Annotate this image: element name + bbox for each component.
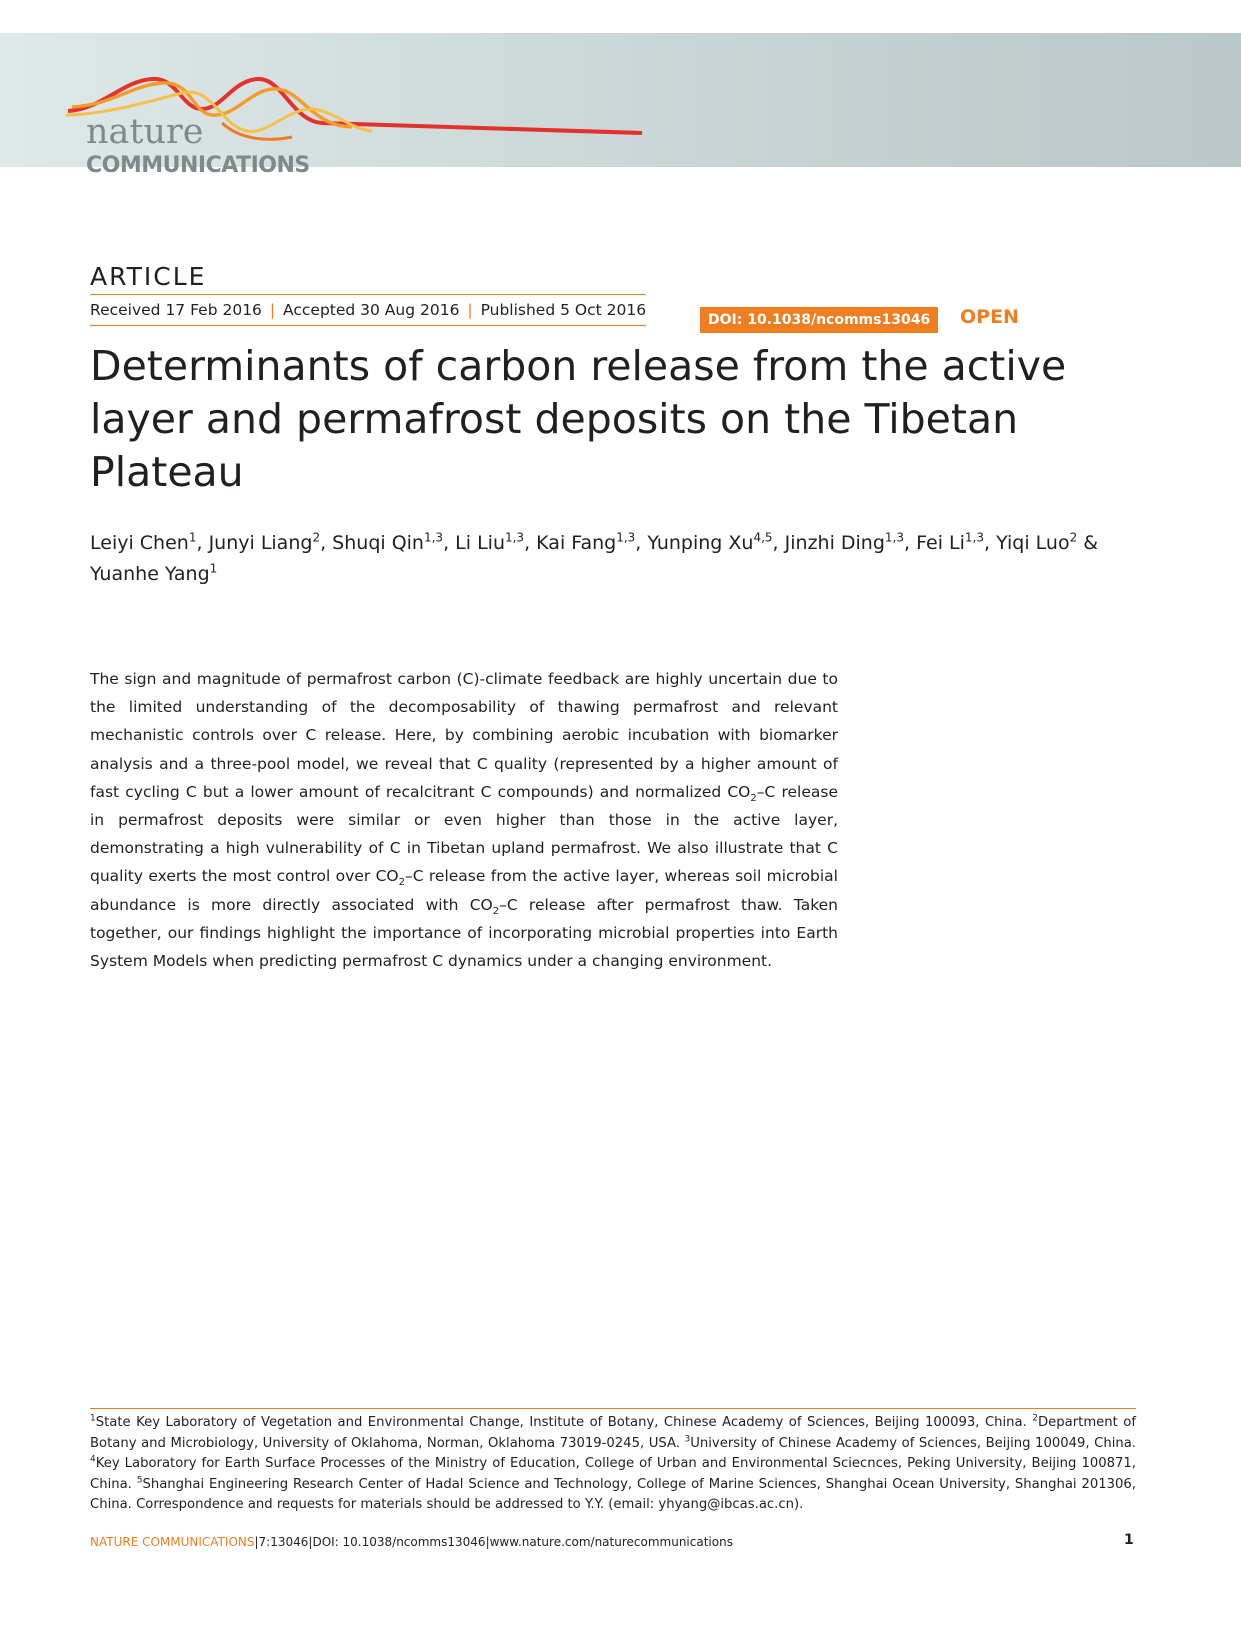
- footer-url-link[interactable]: www.nature.com/naturecommunications: [489, 1535, 733, 1549]
- affiliation-number: 2: [1032, 1413, 1039, 1424]
- logo-communications-text: COMMUNICATIONS: [86, 153, 310, 178]
- footer-separator: |: [485, 1535, 490, 1549]
- published-date: Published 5 Oct 2016: [480, 301, 647, 319]
- accepted-date: Accepted 30 Aug 2016: [283, 301, 460, 319]
- received-date: Received 17 Feb 2016: [90, 301, 262, 319]
- logo-nature-text: nature: [86, 112, 204, 152]
- affiliation-text: University of Chinese Academy of Sciences, Beijing 100049, China.: [690, 1435, 1136, 1451]
- author-name: Yunping Xu: [647, 532, 754, 554]
- author-name: & Yuanhe Yang: [90, 532, 1099, 585]
- article-type-label: ARTICLE: [90, 262, 207, 291]
- author-name: Shuqi Qin: [332, 532, 424, 554]
- footer-separator: |: [254, 1535, 259, 1549]
- author-separator: ,: [904, 532, 917, 554]
- abstract-text: –C release from the active layer, whereas soil microbial abundance is more directly associated with CO: [90, 867, 838, 914]
- correspondence-note: Correspondence and requests for materials should be addressed to Y.Y. (email: yhyang@ibcas.ac.cn).: [136, 1497, 804, 1512]
- author-name: Kai Fang: [536, 532, 617, 554]
- footer-volume: 7:13046: [258, 1535, 309, 1549]
- affiliation-number: 3: [684, 1434, 691, 1445]
- author-name: Fei Li: [916, 532, 965, 554]
- page-footer: [90, 1534, 733, 1550]
- author-separator: ,: [524, 532, 537, 554]
- author-affiliation-marker: 1: [188, 530, 197, 545]
- date-separator: |: [269, 301, 276, 319]
- journal-banner: [0, 33, 1241, 178]
- page-number: 1: [1124, 1532, 1134, 1548]
- author-separator: ,: [320, 532, 333, 554]
- author-name: Li Liu: [455, 532, 505, 554]
- affiliation-text: Department of Botany and Microbiology, University of Oklahoma, Norman, Oklahoma 73019-0245, USA.: [90, 1415, 1136, 1451]
- author-list: [90, 528, 1120, 590]
- abstract-text: –C release after permafrost thaw. Taken together, our findings highlight the importance of incorporating microbial properties into Earth System Models when predicting permafrost C dynamics under a changing environment.: [90, 895, 838, 971]
- author-affiliation-marker: 2: [312, 530, 321, 545]
- affiliation-text: Shanghai Engineering Research Center of Hadal Science and Technology, College of Marine Sciences, Shanghai Ocean University, Shanghai 201306, China.: [90, 1476, 1136, 1512]
- affiliation-number: 4: [90, 1454, 96, 1465]
- abstract: [90, 665, 838, 975]
- footer-journal-name: NATURE COMMUNICATIONS: [90, 1535, 255, 1549]
- author-affiliation-marker: 1: [209, 561, 218, 576]
- author-affiliation-marker: 4,5: [753, 530, 773, 545]
- subscript: 2: [398, 877, 405, 889]
- article-title: Determinants of carbon release from the active layer and permafrost deposits on the Tibetan Plateau: [90, 342, 1067, 496]
- author-affiliation-marker: 1,3: [616, 530, 636, 545]
- author-name: Leiyi Chen: [90, 532, 189, 554]
- author-affiliation-marker: 1,3: [964, 530, 984, 545]
- publication-dates: [90, 294, 646, 326]
- footer-doi: DOI: 10.1038/ncomms13046: [312, 1535, 486, 1549]
- open-access-label: OPEN: [960, 306, 1019, 328]
- affiliations: [90, 1413, 1136, 1516]
- doi-badge[interactable]: DOI: 10.1038/ncomms13046: [700, 307, 938, 333]
- abstract-text: –C release in permafrost deposits were similar or even higher than those in the active layer, demonstrating a high vulnerability of C in Tibetan upland permafrost. We also illustrate that C quality exerts the most control over CO: [90, 782, 838, 886]
- author-name: Yiqi Luo: [996, 532, 1070, 554]
- subscript: 2: [492, 905, 500, 917]
- affiliations-divider: [90, 1408, 1136, 1409]
- affiliation-number: 5: [136, 1475, 143, 1486]
- footer-separator: |: [308, 1535, 313, 1549]
- author-separator: ,: [772, 532, 785, 554]
- author-affiliation-marker: 1,3: [884, 530, 905, 545]
- author-name: Junyi Liang: [208, 532, 313, 554]
- author-separator: ,: [635, 532, 648, 554]
- subscript: 2: [750, 792, 757, 804]
- author-separator: ,: [196, 532, 209, 554]
- author-name: Jinzhi Ding: [784, 532, 885, 554]
- affiliation-number: 1: [90, 1413, 96, 1424]
- date-separator: |: [467, 301, 473, 319]
- author-affiliation-marker: 1,3: [423, 530, 444, 545]
- affiliation-text: Key Laboratory for Earth Surface Processes of the Ministry of Education, College of Urban and Environmental Sciecnces, Peking University, Beijing 100871, China.: [90, 1456, 1136, 1492]
- author-affiliation-marker: 1,3: [504, 530, 525, 545]
- author-affiliation-marker: 2: [1069, 530, 1078, 545]
- author-separator: ,: [443, 532, 456, 554]
- author-separator: ,: [983, 532, 997, 554]
- abstract-text: The sign and magnitude of permafrost carbon (C)-climate feedback are highly uncertain due to the limited understanding of the decomposability of thawing permafrost and relevant mechanistic controls over C release. Here, by combining aerobic incubation with biomarker analysis and a three-pool model, we reveal that C quality (represented by a higher amount of fast cycling C but a lower amount of recalcitrant C compounds) and normalized CO: [90, 670, 838, 801]
- affiliation-text: State Key Laboratory of Vegetation and Environmental Change, Institute of Botany, Chinese Academy of Sciences, Beijing 100093, China.: [95, 1415, 1033, 1430]
